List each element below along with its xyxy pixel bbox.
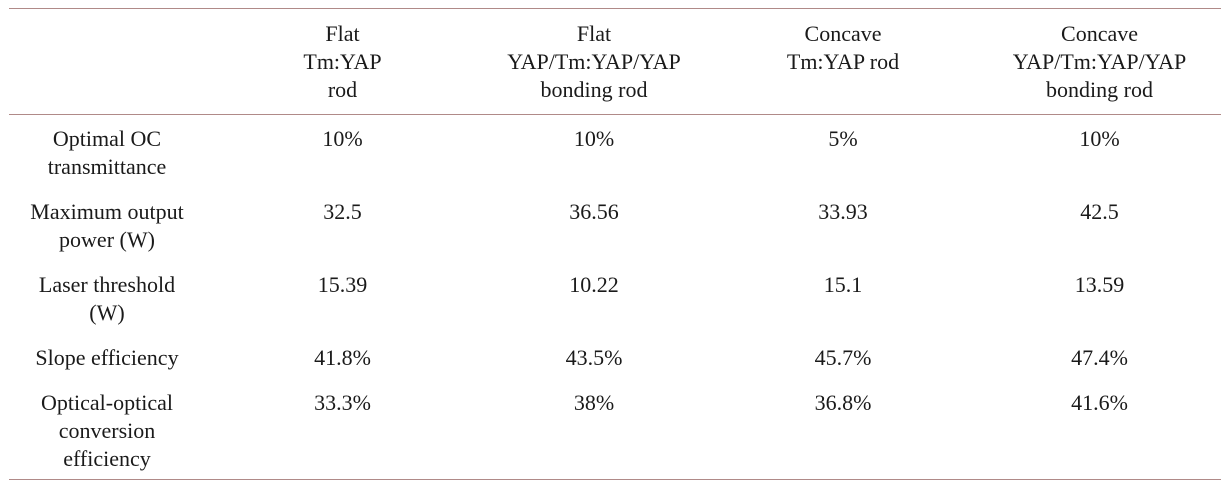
- header-text: Concave: [804, 21, 882, 46]
- header-cell-empty: [9, 9, 205, 115]
- row-label-cell: [9, 380, 205, 479]
- header-text: Tm:YAP: [303, 49, 382, 74]
- row-label-text: Optical-optical: [41, 390, 173, 415]
- header-text: YAP/Tm:YAP/YAP: [1012, 49, 1187, 74]
- header-text: YAP/Tm:YAP/YAP: [507, 49, 681, 74]
- table-cell: 33.3%: [314, 390, 371, 415]
- row-label-cell: [9, 189, 205, 262]
- row-label-text: Laser threshold: [38, 272, 176, 297]
- header-cell-flat-bonding-rod: [480, 9, 708, 115]
- table-cell: 10%: [573, 126, 615, 151]
- table-cell: 36.56: [569, 199, 619, 224]
- table-row-laser-threshold: [9, 262, 1221, 335]
- table-cell: 42.5: [1080, 199, 1119, 224]
- table-row-optimal-oc-transmittance: [9, 115, 1221, 190]
- header-text: rod: [327, 77, 358, 102]
- table-cell: 15.39: [317, 272, 368, 297]
- header-text: bonding rod: [1046, 77, 1153, 102]
- table-cell: 43.5%: [565, 345, 623, 370]
- header-cell-concave-bonding-rod: [978, 9, 1221, 115]
- row-label-cell: [9, 335, 205, 380]
- header-text: bonding rod: [540, 77, 648, 102]
- row-label-text: (W): [89, 300, 125, 325]
- row-label-text: conversion: [58, 418, 156, 443]
- row-label-text: Maximum output: [30, 199, 184, 224]
- table-body: [9, 115, 1221, 480]
- header-cell-concave-tm-yap-rod: [708, 9, 978, 115]
- table-cell: 10%: [322, 126, 363, 151]
- table-cell: 33.93: [818, 199, 868, 224]
- data-table-container: [9, 8, 1221, 480]
- table-cell: 10.22: [569, 272, 619, 297]
- table-cell: 15.1: [823, 272, 863, 297]
- header-row: [9, 9, 1221, 115]
- table-header: [9, 9, 1221, 115]
- table-row-maximum-output-power: [9, 189, 1221, 262]
- table-cell: 38%: [573, 390, 615, 415]
- table-row-slope-efficiency: [9, 335, 1221, 380]
- table-cell: 47.4%: [1071, 345, 1128, 370]
- table-cell: 10%: [1079, 126, 1120, 151]
- header-text: Concave: [1061, 21, 1138, 46]
- table-cell: 36.8%: [814, 390, 872, 415]
- table-row-optical-optical-conversion-efficiency: [9, 380, 1221, 479]
- header-cell-flat-tm-yap-rod: [205, 9, 480, 115]
- row-label-cell: [9, 262, 205, 335]
- table-cell: 5%: [828, 126, 858, 151]
- comparison-table: [9, 9, 1221, 479]
- row-label-text: efficiency: [63, 446, 151, 471]
- table-cell: 41.8%: [314, 345, 371, 370]
- header-text: Tm:YAP rod: [786, 49, 900, 74]
- table-cell: 13.59: [1074, 272, 1125, 297]
- header-text: Flat: [576, 21, 612, 46]
- table-cell: 41.6%: [1071, 390, 1128, 415]
- row-label-text: transmittance: [47, 154, 167, 179]
- header-text: Flat: [325, 21, 360, 46]
- row-label-text: Optimal OC: [52, 126, 162, 151]
- table-cell: 32.5: [323, 199, 362, 224]
- row-label-cell: [9, 115, 205, 190]
- row-label-text: power (W): [59, 227, 155, 252]
- table-cell: 45.7%: [814, 345, 872, 370]
- row-label-text: Slope efficiency: [35, 345, 179, 370]
